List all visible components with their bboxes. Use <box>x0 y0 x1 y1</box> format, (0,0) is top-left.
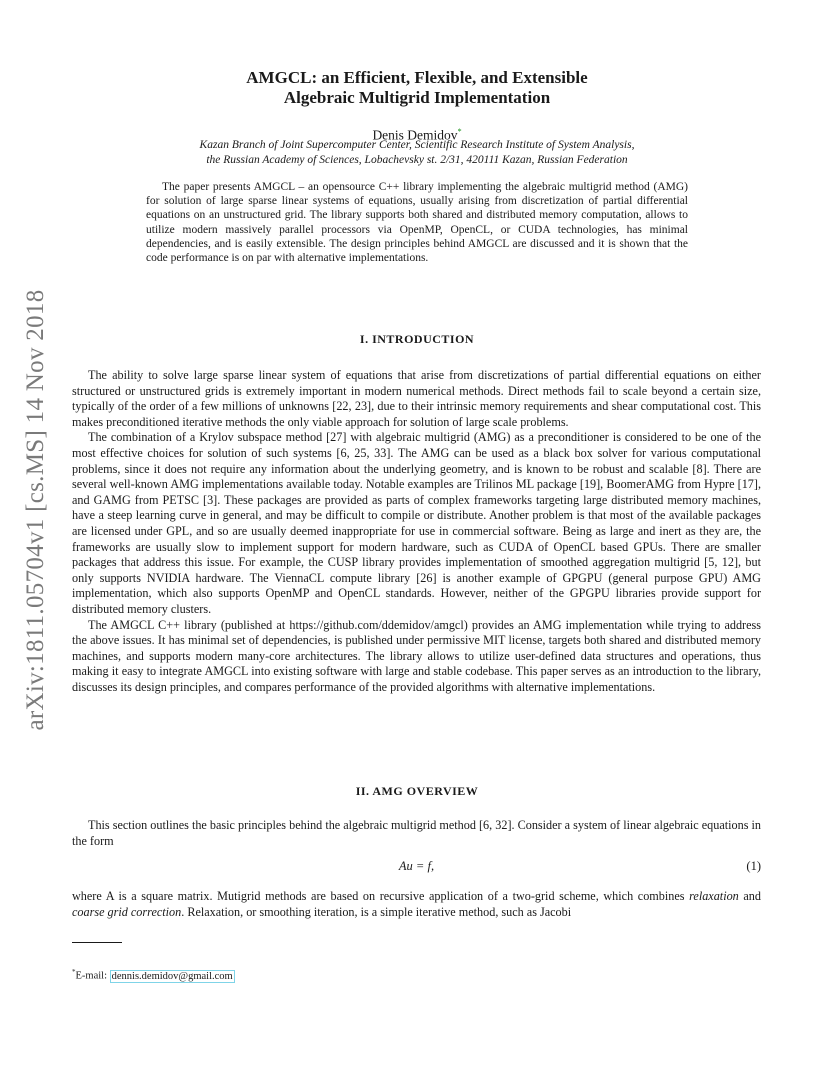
intro-paragraph-2: The combination of a Krylov subspace method [27] with algebraic multigrid (AMG) as a preconditioner is considered to be one of the most effective choices for solution of such systems [6, 25, 33]. The AMG can be used as a black box solver for various computational problems, since it does not require any information about the underlying geometry, and is known to be robust and scalable [8]. There are several well-known AMG implementations available today. Notable examples are Trilinos ML package [19], BoomerAMG from Hypre [17], and GAMG from PETSC [3]. These packages are provided as parts of complex frameworks targeting large distributed memory machines, have a steep learning curve in general, and may be difficult to compile or distribute. Another problem is that most of the available packages are licensed under GPL, and so are usually deemed inappropriate for use in commercial software. Being as large and inert as they are, the frameworks are usually slow to implement support for modern hardware, such as CUDA of OpenCL based GPUs. There are smaller packages that address this issue. For example, the CUSP library provides implementation of smoothed aggregation multigrid [5, 12], but only supports NVIDIA hardware. The ViennaCL compute library [26] is another example of GPGPU (general purpose GPU) AMG implementation, which also supports OpenMP and OpenCL standards. However, neither of the GPGPU libraries provide support for distributed memory clusters. <box>72 430 761 616</box>
arxiv-sidebar-stamp <box>14 289 58 731</box>
footnote-label: E-mail: <box>75 970 110 982</box>
overview-paragraph-2 <box>72 889 761 920</box>
term-relaxation: relaxation <box>689 889 739 903</box>
overview-text-and: and <box>738 889 761 903</box>
equation-content: Au = f, <box>398 859 435 873</box>
arxiv-identifier: arXiv:1811.05704v1 [cs.MS] 14 Nov 2018 <box>22 289 49 731</box>
footnote <box>72 965 235 984</box>
affiliation <box>130 138 704 167</box>
overview-paragraph-1: This section outlines the basic principles behind the algebraic multigrid method [6, 32]. Consider a system of linear algebraic equations in the form <box>72 818 761 848</box>
amg-overview-body <box>72 818 761 849</box>
affiliation-line-1: Kazan Branch of Joint Supercomputer Center, Scientific Research Institute of System Analysis, <box>199 139 635 151</box>
paper-title <box>160 68 674 108</box>
equation-1 <box>72 859 761 877</box>
equation-number: (1) <box>746 859 761 873</box>
affiliation-line-2: the Russian Academy of Sciences, Lobachevsky st. 2/31, 420111 Kazan, Russian Federation <box>206 153 628 166</box>
amg-overview-continued <box>72 889 761 920</box>
footnote-divider <box>72 942 122 943</box>
section-heading-amg-overview: II. AMG OVERVIEW <box>355 784 479 798</box>
overview-text-part-2: . Relaxation, or smoothing iteration, is a simple iterative method, such as Jacobi <box>181 904 572 919</box>
intro-paragraph-1: The ability to solve large sparse linear system of equations that arise from discretizations of partial differential equations on either structured or unstructured grids is extremely important in modern numerical methods. Direct methods fail to scale beyond a certain size, typically of the order of a few millions of unknowns [22, 23], due to their intrinsic memory requirements and shear computational cost. This makes preconditioned iterative methods the only viable approach for solution of large scale problems. <box>72 368 761 429</box>
introduction-body <box>72 368 761 695</box>
email-link[interactable]: dennis.demidov@gmail.com <box>111 970 233 982</box>
title-line-2: Algebraic Multigrid Implementation <box>283 88 551 107</box>
intro-paragraph-3: The AMGCL C++ library (published at https://github.com/ddemidov/amgcl) provides an AMG implementation while trying to address the above issues. It has minimal set of dependencies, is published under permissive MIT license, targets both shared and distributed memory machines, and supports modern many-core architectures. The library allows to utilize user-defined data structures and operations, thus making it easy to integrate AMGCL into existing software with large and stable codebase. This paper serves as an introduction to the library, discusses its design principles, and compares performance of the provided algorithms with alternative implementations. <box>72 617 761 694</box>
title-line-1: AMGCL: an Efficient, Flexible, and Extensible <box>246 68 588 87</box>
author-name: Denis Demidov <box>372 127 458 143</box>
abstract: The paper presents AMGCL – an opensource C++ library implementing the algebraic multigrid method (AMG) for solution of large sparse linear systems of equations, usually arising from discretization of partial differential equations on an unstructured grid. The library supports both shared and distributed memory computation, allows to utilize modern massively parallel processors via OpenMP, OpenCL, or CUDA technologies, has minimal dependencies, and is easily extensible. The design principles behind AMGCL are discussed and it is shown that the code performance is on par with alternative implementations. <box>146 181 688 265</box>
overview-text-part-1: where A is a square matrix. Mutigrid methods are based on recursive application of a two-grid scheme, which combines <box>72 889 690 903</box>
footnote-mark: * <box>72 968 76 976</box>
term-coarse-grid-correction: coarse grid correction <box>72 904 182 919</box>
section-heading-introduction: I. INTRODUCTION <box>359 332 475 346</box>
author-footnote-mark[interactable]: * <box>457 127 462 136</box>
